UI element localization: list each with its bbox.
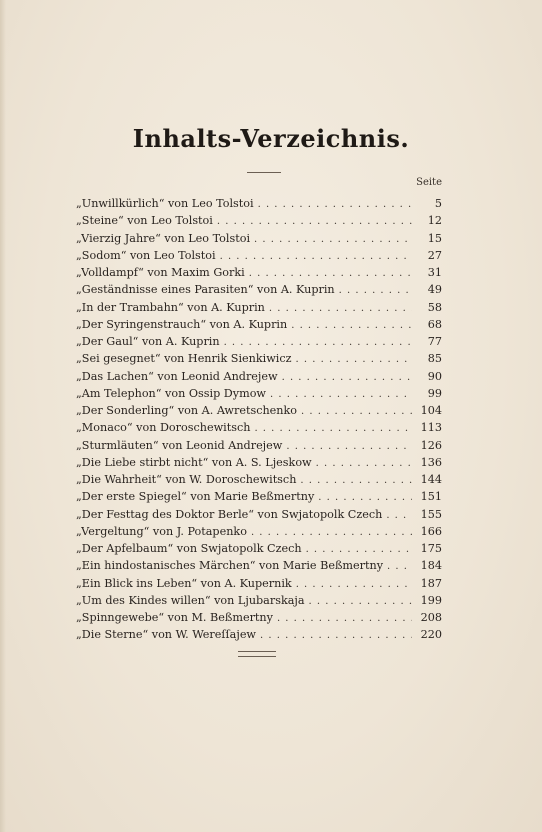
toc-entry-title: „Vierzig Jahre“ von Leo Tolstoi: [76, 231, 251, 245]
toc-entry-page: 49: [427, 283, 442, 297]
toc-entry-title: „Spinngewebe“ von M. Beßmertny: [76, 611, 273, 624]
toc-entry: [76, 402, 442, 419]
toc-entry-title: „Der Festtag des Doktor Berle“ von Swjatopolk Czech: [76, 507, 383, 521]
toc-entry-page: 155: [420, 507, 442, 521]
toc-entry-page: 208: [420, 611, 442, 624]
toc-entry-title: „In der Trambahn“ von A. Kuprin: [76, 300, 265, 314]
toc-entry-title: „Sodom“ von Leo Tolstoi: [76, 248, 216, 262]
toc-entry-page: 187: [420, 576, 442, 590]
toc-entry-title: „Der erste Spiegel“ von Marie Beßmertny: [76, 490, 315, 504]
dot-leader: [251, 524, 412, 541]
dot-leader: [339, 282, 412, 299]
dot-leader: [306, 541, 412, 558]
toc-entry: [76, 299, 442, 316]
toc-entry-page: 126: [420, 438, 442, 452]
dot-leader: [224, 334, 412, 351]
title-divider: [247, 172, 281, 173]
toc-entry-title: „Der Gaul“ von A. Kuprin: [76, 335, 220, 348]
toc-entry-title: „Steine“ von Leo Tolstoi: [76, 214, 213, 228]
toc-entry: [76, 316, 442, 333]
toc-entry: [76, 575, 442, 592]
toc-entry: [76, 523, 442, 540]
dot-leader: [217, 213, 412, 230]
toc-entry-title: „Geständnisse eines Parasiten“ von A. Kuprin: [76, 283, 335, 297]
toc-entry-title: „Sturmläuten“ von Leonid Andrejew: [76, 438, 283, 452]
dot-leader: [300, 472, 412, 489]
toc-entry: [76, 488, 442, 505]
dot-leader: [301, 403, 412, 420]
toc-entry-title: „Der Sonderling“ von A. Awretschenko: [76, 404, 298, 417]
toc-entry: [76, 230, 442, 247]
toc-entry-title: „Der Syringenstrauch“ von A. Kuprin: [76, 317, 288, 331]
dot-leader: [387, 558, 412, 575]
dot-leader: [258, 196, 412, 213]
toc-entry: [76, 419, 442, 436]
toc-entry-title: „Die Sterne“ von W. Wereſſajew: [76, 628, 257, 642]
toc-entry: [76, 195, 442, 212]
toc-entry-page: 104: [420, 404, 442, 417]
toc-entry: [76, 506, 442, 523]
toc-entry-title: „Monaco“ von Doroschewitsch: [76, 421, 251, 435]
toc-entry-page: 184: [420, 559, 442, 573]
dot-leader: [260, 627, 412, 644]
dot-leader: [318, 489, 412, 506]
toc-entry-page: 68: [427, 317, 442, 331]
toc-entry: [76, 471, 442, 488]
end-divider: [238, 651, 276, 657]
toc-entry-title: „Um des Kindes willen“ von Ljubarskaja: [76, 593, 305, 607]
toc-entry-page: 99: [427, 386, 442, 400]
toc-entry: [76, 368, 442, 385]
toc-entry: [76, 540, 442, 557]
toc-entry-page: 220: [420, 628, 442, 642]
dot-leader: [220, 248, 412, 265]
toc-entry-page: 136: [420, 455, 442, 469]
toc-entry-page: 58: [427, 300, 442, 314]
toc-entry-page: 12: [427, 214, 442, 228]
toc-entry-title: „Volldampf“ von Maxim Gorki: [76, 266, 245, 279]
dot-leader: [386, 507, 412, 524]
toc-entry-page: 151: [420, 490, 442, 504]
toc-entry-page: 85: [427, 352, 442, 366]
toc-entry-page: 90: [427, 369, 442, 383]
toc-entry-title: „Die Wahrheit“ von W. Doroschewitsch: [76, 473, 297, 486]
toc-entry-page: 77: [427, 335, 442, 348]
toc-entry-page: 113: [420, 421, 442, 435]
toc-entry: [76, 281, 442, 298]
toc-entry: [76, 264, 442, 281]
toc-entry: [76, 454, 442, 471]
dot-leader: [254, 231, 412, 248]
dot-leader: [286, 438, 412, 455]
table-of-contents: [76, 195, 442, 644]
toc-entry-page: 144: [420, 473, 442, 486]
toc-entry-title: „Sei gesegnet“ von Henrik Sienkiwicz: [76, 352, 292, 366]
toc-entry-page: 175: [420, 542, 442, 555]
toc-entry: [76, 592, 442, 609]
toc-entry-title: „Am Telephon“ von Ossip Dymow: [76, 386, 267, 400]
toc-entry: [76, 626, 442, 643]
toc-entry-title: „Unwillkürlich“ von Leo Tolstoi: [76, 197, 254, 210]
toc-entry: [76, 557, 442, 574]
toc-entry-title: „Ein Blick ins Leben“ von A. Kupernik: [76, 576, 292, 590]
page-title: Inhalts-Verzeichnis.: [132, 124, 410, 153]
toc-entry-page: 27: [427, 248, 442, 262]
dot-leader: [282, 369, 412, 386]
toc-entry: [76, 333, 442, 350]
dot-leader: [296, 576, 412, 593]
toc-entry-page: 15: [427, 231, 442, 245]
toc-entry-page: 166: [420, 524, 442, 538]
toc-entry-title: „Der Apfelbaum“ von Swjatopolk Czech: [76, 542, 302, 555]
dot-leader: [270, 386, 412, 403]
dot-leader: [254, 420, 412, 437]
toc-entry-title: „Vergeltung“ von J. Potapenko: [76, 524, 247, 538]
toc-entry-page: 199: [420, 593, 442, 607]
toc-entry: [76, 385, 442, 402]
toc-entry-title: „Die Liebe stirbt nicht“ von A. S. Ljeskow: [76, 455, 312, 469]
toc-entry: [76, 609, 442, 626]
dot-leader: [296, 351, 412, 368]
dot-leader: [309, 593, 412, 610]
page-column-header: Seite: [416, 177, 442, 188]
toc-entry: [76, 212, 442, 229]
dot-leader: [277, 610, 412, 627]
toc-entry: [76, 437, 442, 454]
toc-entry-title: „Ein hindostanisches Märchen“ von Marie Beßmertny: [76, 559, 384, 573]
dot-leader: [249, 265, 412, 282]
toc-entry-page: 5: [434, 197, 442, 210]
dot-leader: [291, 317, 412, 334]
toc-entry: [76, 247, 442, 264]
toc-entry: [76, 350, 442, 367]
toc-entry-page: 31: [427, 266, 442, 279]
dot-leader: [316, 455, 412, 472]
toc-entry-title: „Das Lachen“ von Leonid Andrejew: [76, 369, 278, 383]
dot-leader: [269, 300, 412, 317]
